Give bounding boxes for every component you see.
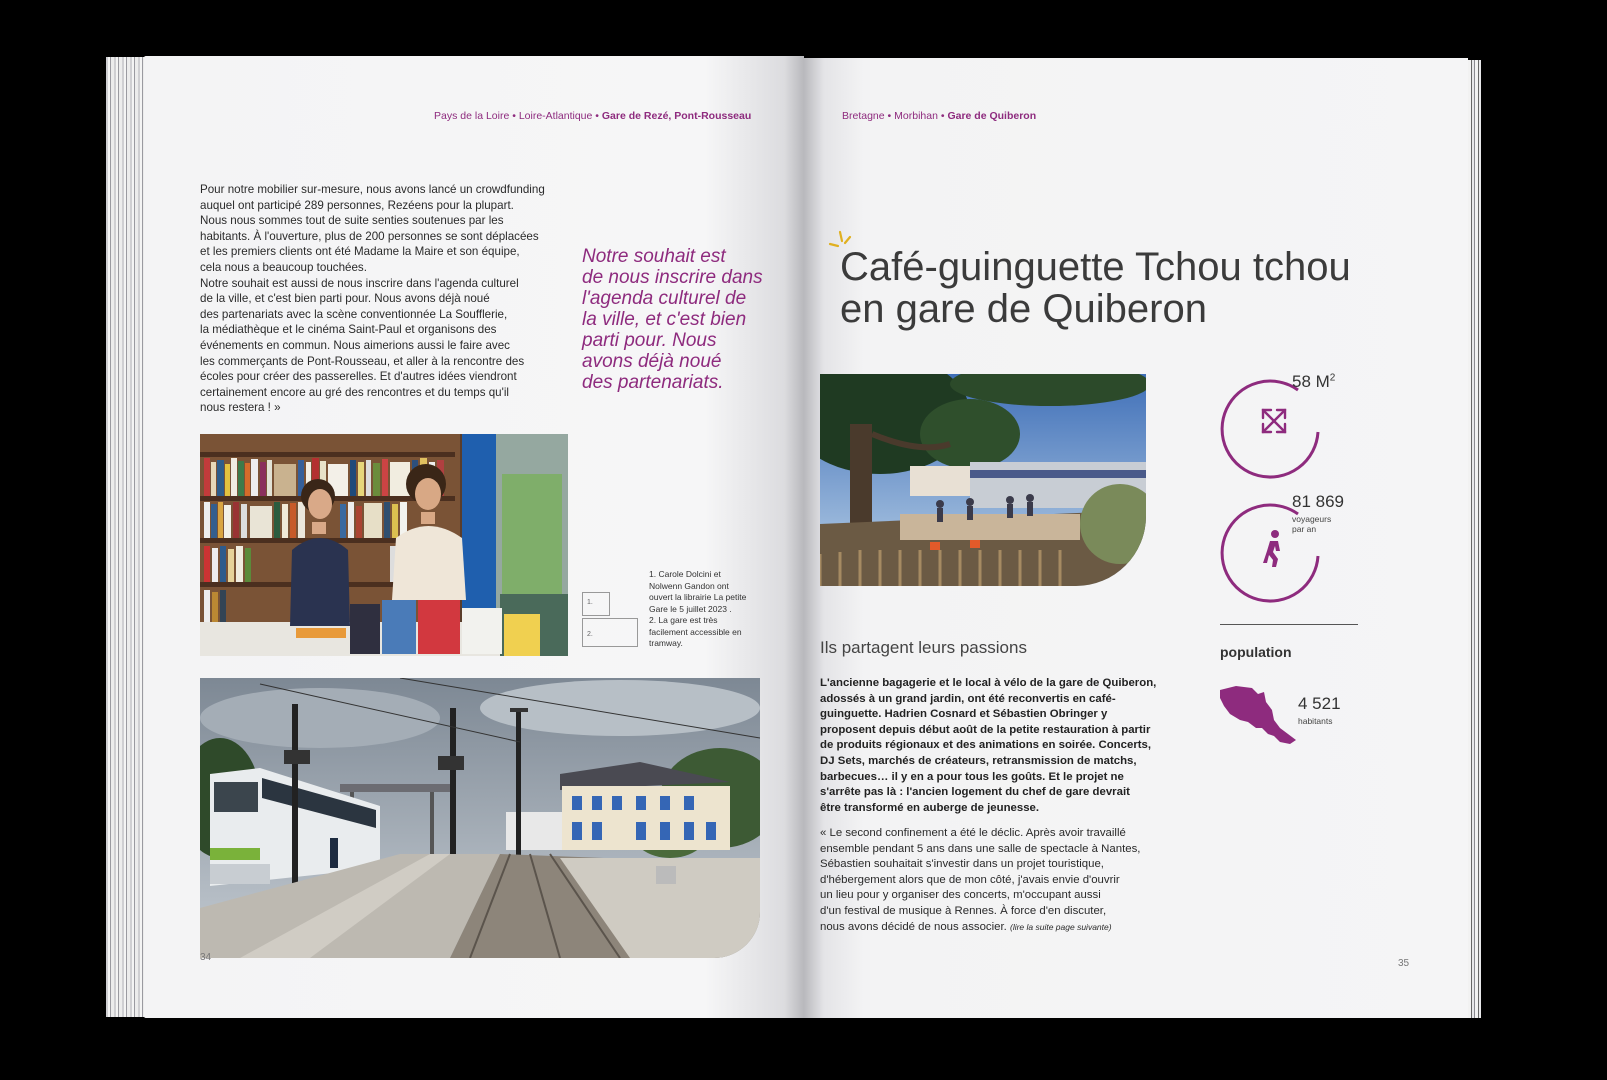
body-line: de la ville, et c'est bien parti pour. Nous avons déjà noué [200, 292, 490, 306]
cafe-garden-illustration [820, 374, 1146, 586]
caption-line: Gare le 5 juillet 2023 . [649, 603, 732, 614]
intro-line: proposent depuis début août de la petite restauration à partir [820, 723, 1151, 736]
quote-last-line: nous avons décidé de nous associer. [820, 920, 1007, 933]
left-page-number: 34 [200, 952, 212, 963]
caption-line: 2. La gare est très [649, 615, 718, 625]
body-line: événements en commun. Nous aimerions aussi le faire avec [200, 338, 510, 352]
right-breadcrumb [842, 110, 1036, 122]
breadcrumb-department: Morbihan [894, 110, 938, 122]
body-line: la médiathèque et le cinéma Saint-Paul et organisons des [200, 323, 497, 337]
body-line: écoles pour créer des passerelles. Et d'autres idées viendront [200, 370, 517, 384]
intro-line: guinguette. Hadrien Cosnard et Sébastien Obringer y [820, 708, 1108, 721]
photo-marker-1-label: 1. [587, 599, 593, 606]
breadcrumb-separator: • [884, 110, 895, 122]
body-line: auquel ont participé 289 personnes, Rezéens pour la plupart. [200, 198, 514, 212]
photo-marker-1 [582, 592, 610, 616]
quote-line: ensemble pendant 5 ans dans une salle de spectacle à Nantes, [820, 842, 1141, 855]
title-line-1: Café-guinguette Tchou tchou [840, 245, 1351, 289]
caption-line: ouvert la librairie La petite [649, 592, 747, 602]
area-value [1292, 372, 1335, 392]
intro-line: s'arrête pas là : l'ancien logement du chef de gare devrait [820, 786, 1130, 799]
section-subheading: Ils partagent leurs passions [820, 638, 1027, 657]
walking-person-icon [1260, 529, 1288, 569]
left-breadcrumb [434, 110, 751, 122]
population-heading: population [1220, 644, 1292, 660]
body-line: les commerçants de Pont-Rousseau, et aller à la rencontre des [200, 354, 525, 368]
breadcrumb-station: Gare de Rezé, Pont-Rousseau [601, 110, 752, 122]
intro-line: adossés à un grand jardin, ont été reconvertis en café- [820, 692, 1116, 705]
body-line: nous restera ! » [200, 401, 281, 415]
tram-station-photo [200, 678, 760, 958]
quote-line: « Le second confinement a été le déclic. Après avoir travaillé [820, 827, 1126, 839]
travelers-value: 81 869 [1292, 492, 1344, 511]
intro-line: L'ancienne bagagerie et le local à vélo de la gare de Quiberon, [820, 677, 1157, 689]
body-line: Notre souhait est aussi de nous inscrire dans l'agenda culturel [200, 276, 519, 290]
population-label: habitants [1298, 716, 1333, 726]
caption-line: tramway. [649, 638, 683, 648]
body-line: habitants. À l'ouverture, plus de 200 personnes se sont déplacées [200, 229, 539, 243]
body-line: certainement encore au gré des rencontres et du temps qu'il [200, 385, 509, 399]
intro-paragraph [820, 676, 1200, 816]
pull-quote-line: parti pour. Nous [582, 330, 717, 351]
breadcrumb-separator: • [937, 110, 948, 122]
title-line-2: en gare de Quiberon [840, 287, 1207, 331]
population-value: 4 521 [1298, 694, 1341, 713]
caption-line: facilement accessible en [649, 626, 742, 637]
breadcrumb-station: Gare de Quiberon [947, 110, 1037, 122]
breadcrumb-region: Bretagne [842, 110, 885, 122]
travelers-label [1292, 514, 1331, 534]
body-line: et les premiers clients ont été Madame la Maire et son équipe, [200, 245, 520, 259]
cafe-garden-photo [820, 374, 1146, 586]
photo-marker-2 [582, 618, 638, 647]
photo-caption [649, 569, 769, 650]
pull-quote-line: la ville, et c'est bien [582, 309, 747, 330]
body-line: Nous nous sommes tout de suite senties soutenues par les [200, 214, 504, 228]
intro-line: DJ Sets, marchés de créateurs, retransmission de matchs, [820, 754, 1137, 767]
intro-line: de produits régionaux et des animations en soirée. Concerts, [820, 739, 1152, 752]
photo-marker-2-label: 2. [587, 631, 593, 638]
left-page-edges [106, 57, 146, 1017]
breadcrumb-separator: • [509, 110, 519, 122]
quote-line: d'hébergement alors que de mon côté, j'avais envie d'ouvrir [820, 873, 1120, 886]
quote-line: un lieu pour y organiser des concerts, m'occupant aussi [820, 889, 1101, 902]
pull-quote [582, 246, 782, 393]
quote-paragraph [820, 826, 1200, 935]
area-value-number: 58 M [1292, 372, 1330, 391]
right-page [804, 58, 1468, 1018]
travelers-label-line: par an [1292, 524, 1317, 534]
quiberon-map-icon [1218, 684, 1300, 748]
continued-note: (lire la suite page suivante) [1009, 921, 1112, 932]
body-line: cela nous a beaucoup touchées. [200, 260, 367, 274]
article-title [840, 246, 1440, 330]
quote-line [820, 920, 1200, 936]
caption-line: 1. Carole Dolcini et [649, 569, 721, 579]
quote-line: Sébastien souhaitait s'investir dans un projet touristique, [820, 858, 1104, 871]
expand-arrows-icon [1257, 404, 1291, 438]
left-body-text [200, 182, 560, 416]
travelers-label-line: voyageurs [1292, 514, 1332, 524]
quote-line: d'un festival de musique à Rennes. À force d'en discuter, [820, 904, 1107, 917]
breadcrumb-department: Loire-Atlantique [518, 110, 593, 122]
breadcrumb-region: Pays de la Loire [434, 110, 510, 122]
caption-line: Nolwenn Gandon ont [649, 580, 729, 591]
pull-quote-line: de nous inscrire dans [582, 267, 763, 288]
area-value-superscript: 2 [1329, 372, 1336, 384]
stats-divider [1220, 624, 1358, 625]
intro-line: barbecues… il y en a pour tous les goûts. Et le projet ne [820, 770, 1124, 783]
pull-quote-line: Notre souhait est [582, 246, 726, 267]
pull-quote-line: avons déjà noué [582, 351, 722, 372]
body-line: des partenariats avec la scène conventionnée La Soufflerie, [200, 307, 508, 321]
breadcrumb-separator: • [592, 110, 602, 122]
bookshop-photo [200, 434, 568, 656]
left-page [144, 56, 804, 1018]
bookshop-illustration [200, 434, 568, 656]
pull-quote-line: l'agenda culturel de [582, 288, 747, 309]
tram-station-illustration [200, 678, 760, 958]
intro-line: être transformé en auberge de jeunesse. [820, 801, 1040, 814]
right-page-number: 35 [1398, 958, 1410, 969]
body-line: Pour notre mobilier sur-mesure, nous avons lancé un crowdfunding [200, 183, 545, 196]
pull-quote-line: des partenariats. [582, 372, 724, 393]
